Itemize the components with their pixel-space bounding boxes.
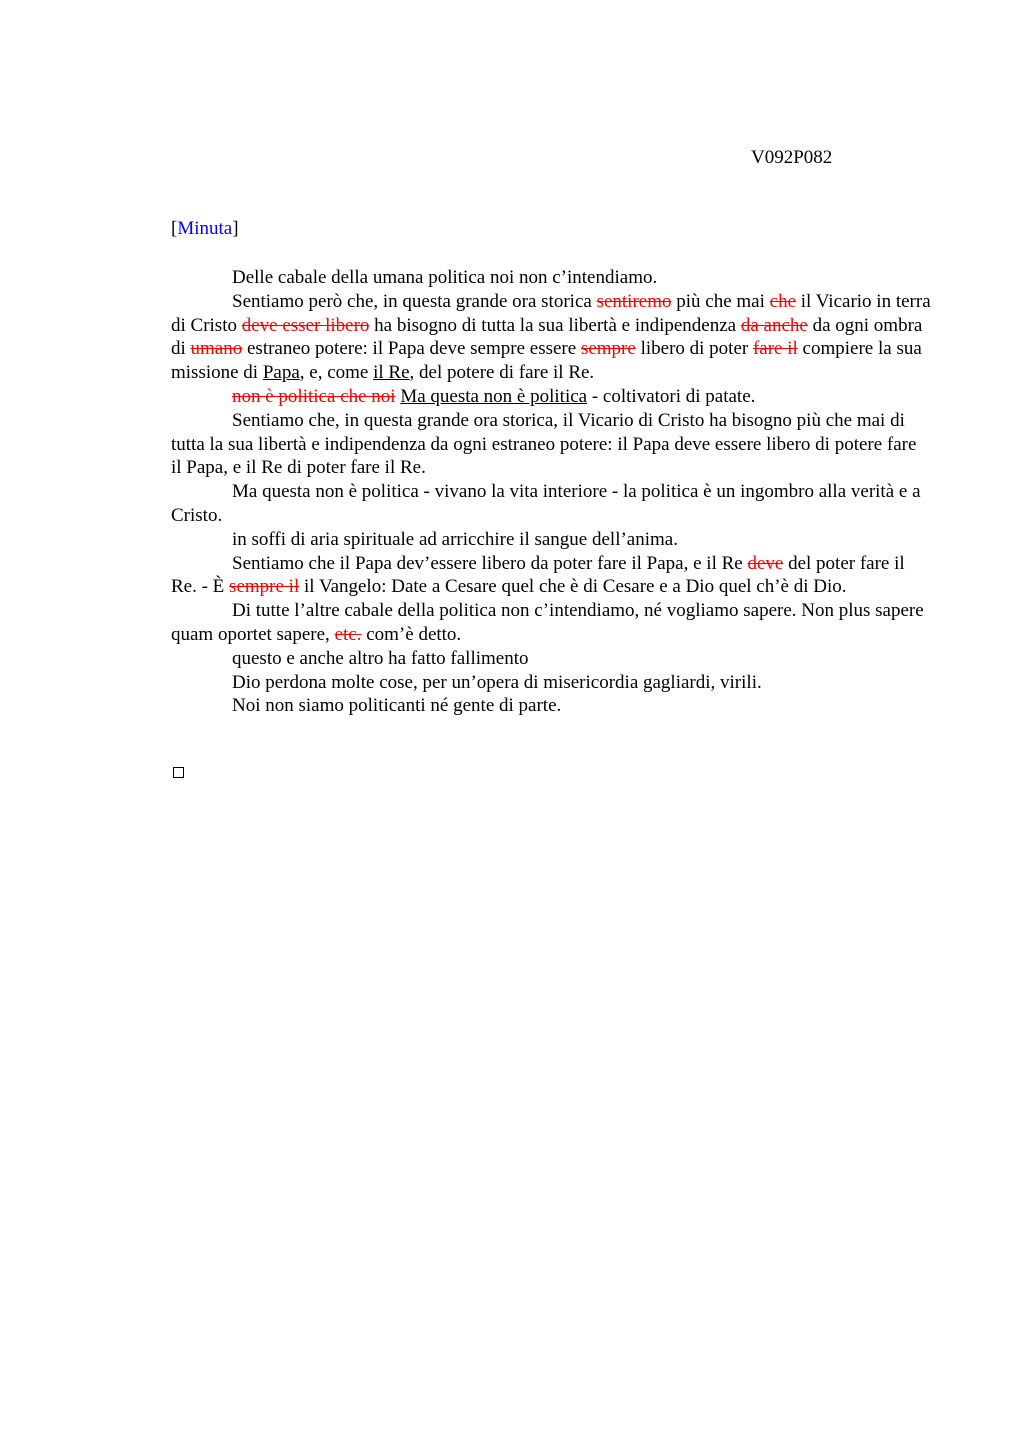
deleted-text: che: [769, 290, 797, 312]
paragraph: [171, 385, 931, 409]
text-segment: in soffi di aria spirituale ad arricchire il sangue dell’anima.: [232, 528, 678, 550]
text-segment: com’è detto.: [361, 623, 462, 645]
deleted-text: deve: [747, 552, 784, 574]
deleted-text: umano: [190, 338, 243, 360]
text-segment: Sentiamo però che, in questa grande ora storica: [232, 290, 597, 312]
text-segment: , del potere di fare il Re.: [409, 362, 595, 384]
text-segment: del poter fare il Re. - È: [171, 552, 905, 598]
text-segment: più che mai: [671, 290, 770, 312]
deleted-text: sempre: [580, 338, 636, 360]
text-segment: Noi non siamo politicanti né gente di parte.: [232, 695, 562, 717]
text-segment: Sentiamo che il Papa dev’essere libero da poter fare il Papa, e il Re: [232, 552, 748, 574]
text-segment: Di tutte l’altre cabale della politica non c’intendiamo, né vogliamo sapere. Non plus sapere quam oportet sapere,: [171, 600, 924, 645]
document-body: [171, 266, 931, 718]
underlined-text: il Re: [373, 362, 410, 384]
deleted-text: da anche: [740, 314, 808, 336]
paragraph: [171, 409, 931, 480]
paragraph: [171, 694, 931, 718]
deleted-text: non è politica che noi: [232, 385, 396, 407]
text-segment: il Vangelo: Date a Cesare quel che è di Cesare e a Dio quel ch’è di Dio.: [299, 576, 847, 598]
paragraph: [171, 599, 931, 647]
deleted-text: etc.: [334, 623, 362, 645]
text-segment: - coltivatori di patate.: [587, 385, 756, 407]
end-mark-box: [173, 767, 184, 778]
underlined-text: Ma questa non è politica: [400, 385, 588, 407]
text-segment: Dio perdona molte cose, per un’opera di misericordia gagliardi, virili.: [232, 671, 762, 693]
deleted-text: fare il: [752, 338, 798, 360]
deleted-text: sempre il: [229, 576, 300, 598]
paragraph: [171, 528, 931, 552]
paragraph: [171, 266, 931, 290]
deleted-text: sentiremo: [596, 290, 672, 312]
text-segment: ha bisogno di tutta la sua libertà e indipendenza: [369, 314, 741, 336]
deleted-text: deve esser libero: [241, 314, 370, 336]
text-segment: questo e anche altro ha fatto fallimento: [232, 647, 529, 669]
text-segment: da ogni ombra di: [171, 314, 923, 360]
text-segment: Sentiamo che, in questa grande ora storica, il Vicario di Cristo ha bisogno più che mai di tutta la sua libertà e indipendenza da ogni estraneo potere: il Papa deve essere libero di potere fare il Papa, e il Re di poter fare il Re.: [171, 409, 917, 479]
text-segment: il Vicario in terra di Cristo: [171, 290, 931, 336]
text-segment: compiere la sua missione di: [171, 338, 922, 384]
text-segment: , e, come: [299, 362, 374, 384]
label-bracket-close: ]: [232, 218, 239, 239]
paragraph: [171, 552, 931, 600]
minuta-label: [171, 218, 239, 240]
underlined-text: Papa: [262, 362, 300, 384]
paragraph: [171, 290, 931, 385]
text-segment: Delle cabale della umana politica noi non c’intendiamo.: [232, 267, 658, 288]
paragraph: [171, 671, 931, 695]
document-code: V092P082: [751, 147, 833, 168]
paragraph: [171, 480, 931, 528]
text-segment: estraneo potere: il Papa deve sempre essere: [242, 338, 581, 360]
label-text: Minuta: [177, 218, 233, 239]
text-segment: Ma questa non è politica - vivano la vita interiore - la politica è un ingombro alla verità e a Cristo.: [171, 481, 921, 526]
paragraph: [171, 647, 931, 671]
label-bracket-open: [: [171, 218, 178, 239]
text-segment: libero di poter: [635, 338, 753, 360]
